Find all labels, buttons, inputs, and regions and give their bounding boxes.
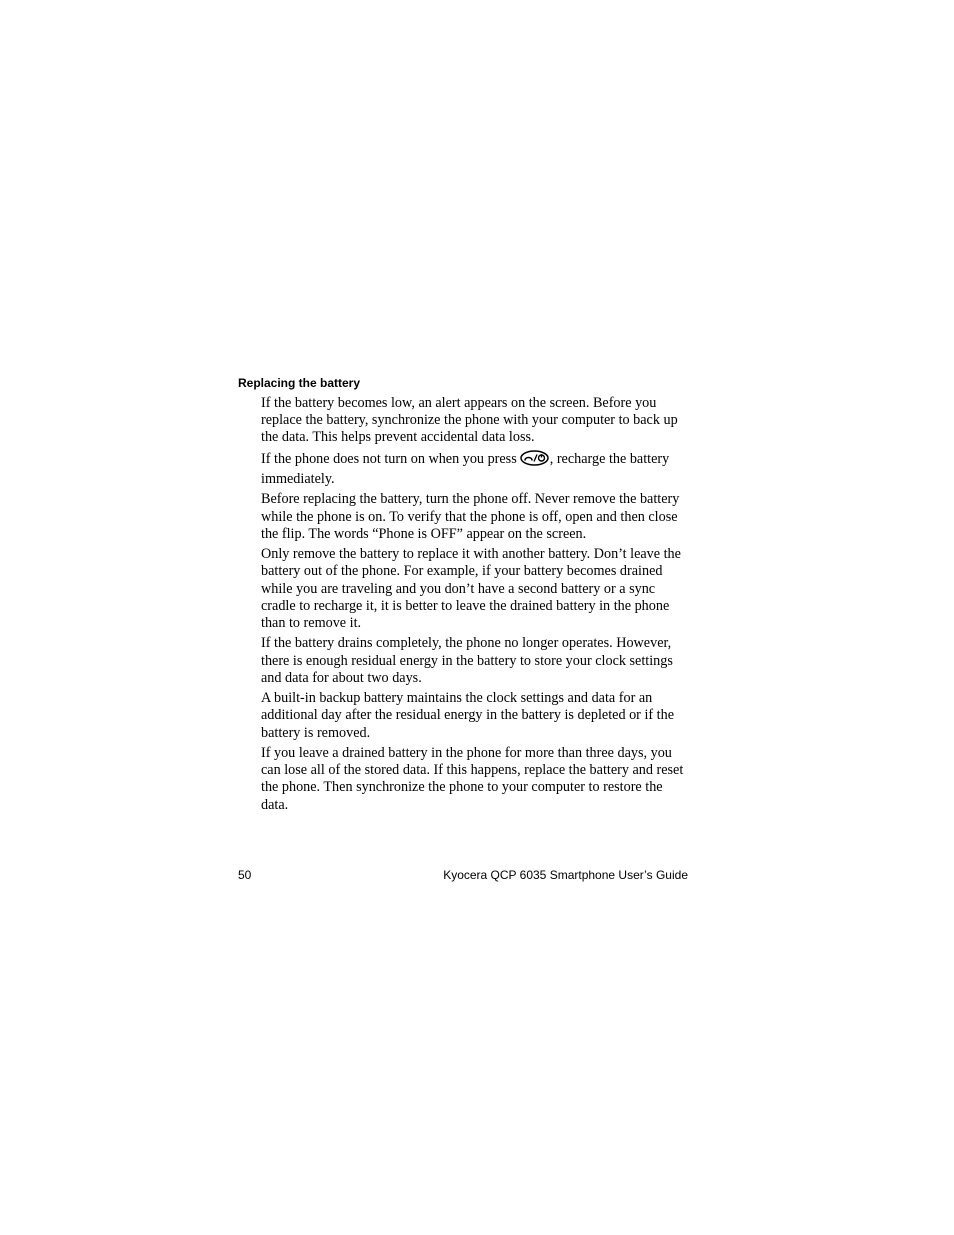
paragraph-backup-battery: A built-in backup battery maintains the clock settings and data for an additional day after the residual energy in the battery is depleted or if the battery is removed. <box>261 690 674 741</box>
page-number: 50 <box>238 868 252 882</box>
section-heading: Replacing the battery <box>238 376 361 390</box>
paragraph-low-battery-alert: If the battery becomes low, an alert appears on the screen. Before you replace the battery, synchronize the phone with your computer to back up the data. This helps prevent accidental data loss. <box>261 395 678 446</box>
body-text <box>261 395 689 817</box>
paragraph-turn-phone-off: Before replacing the battery, turn the phone off. Never remove the battery while the phone is on. To verify that the phone is off, open and then close the flip. The words “Phone is OFF” appear on the screen. <box>261 491 680 542</box>
guide-title: Kyocera QCP 6035 Smartphone User’s Guide <box>443 868 688 882</box>
paragraph-replace-only: Only remove the battery to replace it with another battery. Don’t leave the battery out of the phone. For example, if your battery becomes drained while you are traveling and you don’t have a second battery or a sync cradle to recharge it, it is better to leave the drained battery in the phone than to remove it. <box>261 546 681 631</box>
end-power-key-icon <box>520 450 549 471</box>
paragraph-residual-energy: If the battery drains completely, the phone no longer operates. However, there is enough residual energy in the battery to store your clock settings and data for about two days. <box>261 635 673 686</box>
paragraph-phone-not-turning-on <box>261 450 689 488</box>
paragraph-data-loss: If you leave a drained battery in the phone for more than three days, you can lose all of the stored data. If this happens, replace the battery and reset the phone. Then synchronize the phone to your computer to restore the data. <box>261 744 684 813</box>
paragraph-text-after-icon: , recharge the battery immediately. <box>261 450 670 487</box>
paragraph-text-before-icon: If the phone does not turn on when you press <box>261 450 517 467</box>
